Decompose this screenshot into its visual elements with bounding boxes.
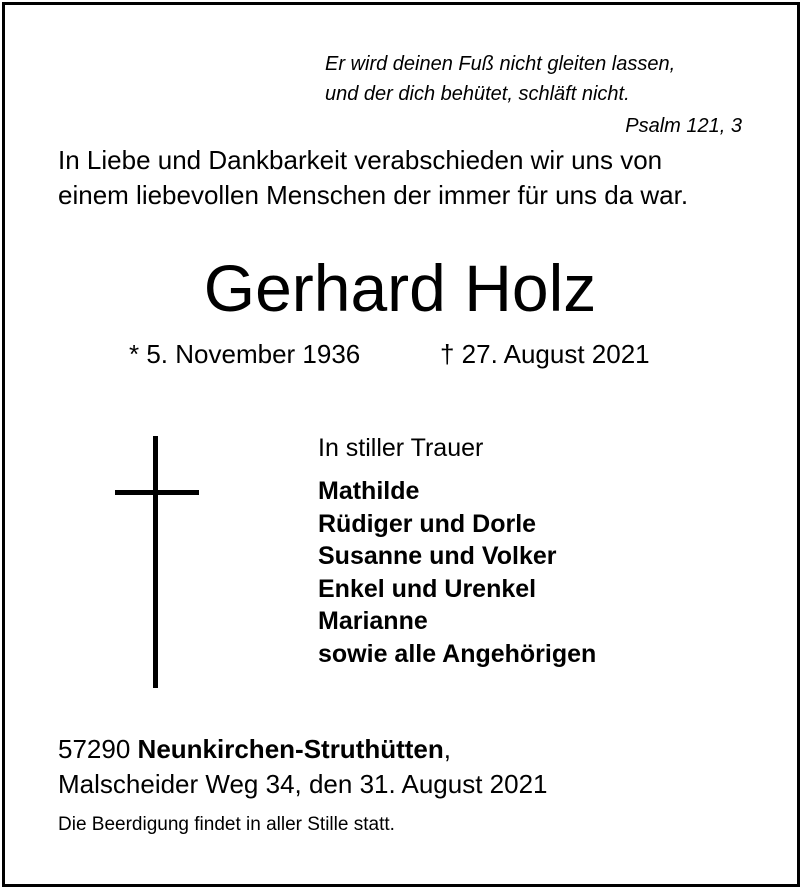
mourner: sowie alle Angehörigen bbox=[318, 639, 597, 668]
mourner: Susanne und Volker bbox=[318, 542, 557, 571]
cross-horizontal-bar bbox=[115, 490, 199, 495]
intro-line-2: einem liebevollen Menschen der immer für uns da war. bbox=[58, 180, 689, 210]
city-suffix: , bbox=[443, 734, 452, 764]
cross-vertical-bar bbox=[153, 436, 158, 688]
verse-line-2: und der dich behütet, schläft nicht. bbox=[325, 83, 630, 105]
postal-code: 57290 bbox=[58, 734, 131, 764]
city: Neunkirchen-Struthütten bbox=[137, 734, 444, 764]
mourner: Rüdiger und Dorle bbox=[318, 509, 537, 538]
funeral-note: Die Beerdigung findet in aller Stille statt. bbox=[58, 814, 395, 835]
birth-date: * 5. November 1936 bbox=[129, 339, 361, 369]
death-date: † 27. August 2021 bbox=[440, 339, 650, 369]
address-line-1 bbox=[58, 732, 548, 767]
mourner: Marianne bbox=[318, 607, 428, 636]
address-line-2: Malscheider Weg 34, den 31. August 2021 bbox=[58, 769, 548, 799]
address-block bbox=[58, 732, 548, 802]
mourner: Enkel und Urenkel bbox=[318, 574, 537, 603]
bible-verse bbox=[325, 49, 675, 109]
intro-text bbox=[58, 143, 688, 213]
verse-line-1: Er wird deinen Fuß nicht gleiten lassen, bbox=[325, 53, 676, 75]
intro-line-1: In Liebe und Dankbarkeit verabschieden wir uns von bbox=[58, 145, 663, 175]
mourners-list bbox=[318, 475, 596, 671]
verse-reference: Psalm 121, 3 bbox=[625, 115, 742, 137]
deceased-name: Gerhard Holz bbox=[203, 251, 597, 325]
cross-icon bbox=[115, 436, 199, 688]
mourner: Mathilde bbox=[318, 477, 420, 505]
mourning-heading: In stiller Trauer bbox=[318, 434, 484, 462]
